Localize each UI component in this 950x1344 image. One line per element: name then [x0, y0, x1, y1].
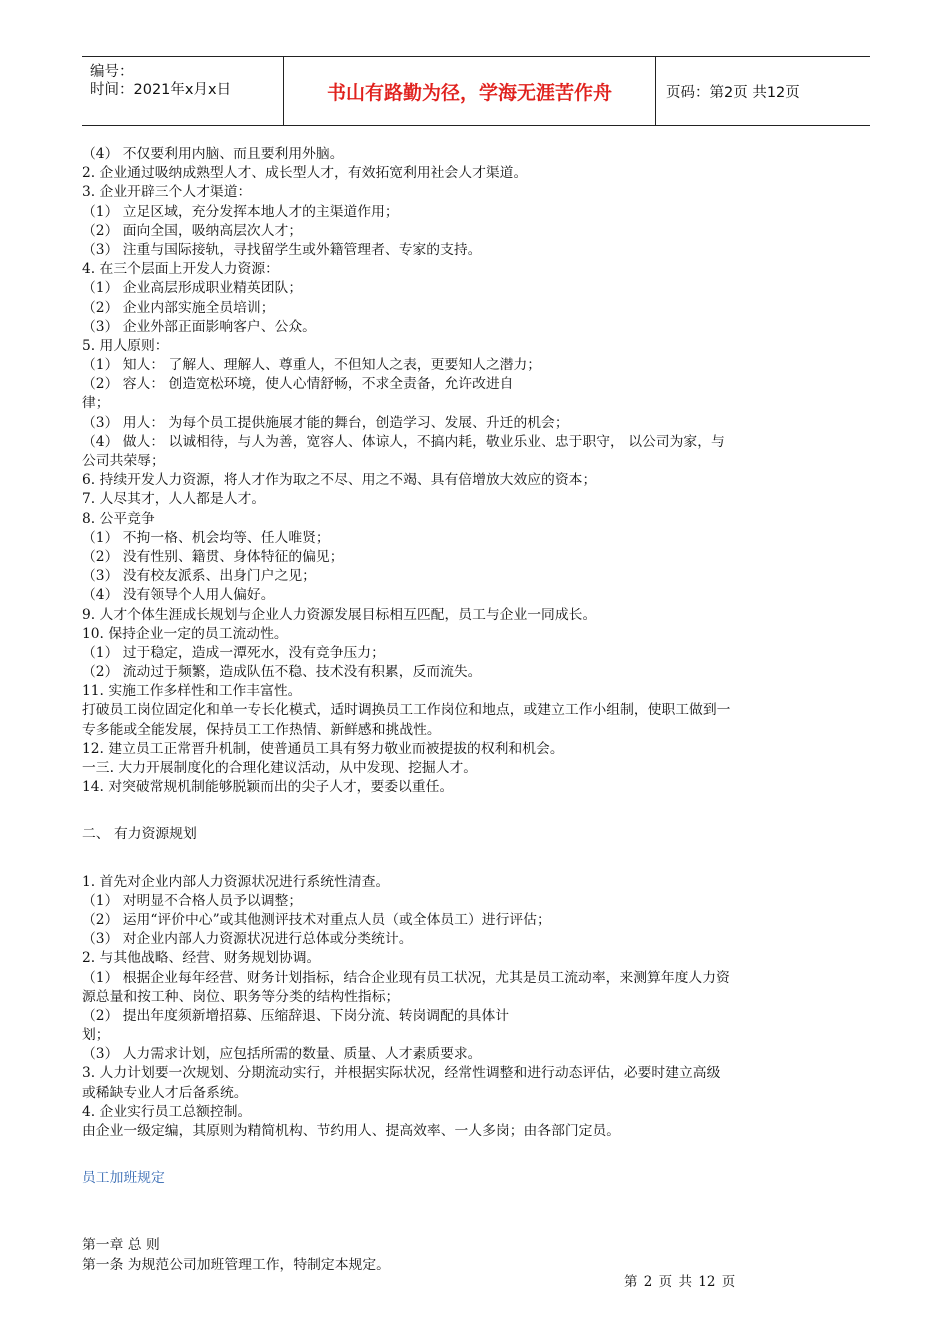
- body-line: 4. 在三个层面上开发人力资源：: [82, 261, 279, 278]
- body-line: （3） 人力需求计划，应包括所需的数量、质量、人才素质要求。: [82, 1046, 482, 1063]
- body-line: （1） 根据企业每年经营、财务计划指标，结合企业现有员工状况，尤其是员工流动率，来测算年度人力资: [82, 969, 730, 986]
- page-footer: 第 2 页 共 12 页: [624, 1274, 736, 1290]
- body-line: （2） 容人： 创造宽松环境，使人心情舒畅，不求全责备，允许改进自: [82, 376, 514, 393]
- body-line: 3. 企业开辟三个人才渠道：: [82, 184, 252, 201]
- body-line: （1） 对明显不合格人员予以调整；: [82, 892, 303, 909]
- body-line: （3） 对企业内部人力资源状况进行总体或分类统计。: [82, 931, 413, 948]
- body-line: 公司共荣辱；: [82, 453, 165, 469]
- body-line: 4. 企业实行员工总额控制。: [82, 1103, 252, 1120]
- body-line: （1） 过于稳定，造成一潭死水，没有竞争压力；: [82, 644, 385, 661]
- body-line: （2） 流动过于频繁，造成队伍不稳、技术没有积累，反而流失。: [82, 664, 482, 681]
- document-number-label: 编号：: [90, 64, 134, 80]
- hr-planning-section: [82, 873, 872, 1142]
- body-line: （4） 没有领导个人用人偏好。: [82, 587, 275, 604]
- header-meta: [82, 57, 283, 125]
- body-line: 7. 人尽其才，人人都是人才。: [82, 491, 266, 508]
- body-line: （4） 做人： 以诚相待，与人为善，宽容人、体谅人，不搞内耗，敬业乐业、忠于职守， 以公司为家，与: [82, 433, 725, 450]
- body-line: 12. 建立员工正常晋升机制，使普通员工具有努力敬业而被提拔的权利和机会。: [82, 740, 564, 757]
- body-line: 2. 企业通过吸纳成熟型人才、成长型人才，有效拓宽利用社会人才渠道。: [82, 165, 528, 182]
- overtime-rules-link[interactable]: 员工加班规定: [82, 1170, 165, 1187]
- body-line: （1） 企业高层形成职业精英团队；: [82, 280, 303, 297]
- body-line: 或稀缺专业人才后备系统。: [82, 1084, 248, 1101]
- talent-principles-section: [82, 145, 872, 797]
- body-line: （3） 注重与国际接轨，寻找留学生或外籍管理者、专家的支持。: [82, 241, 482, 258]
- body-line: （4） 不仅要利用内脑、而且要利用外脑。: [82, 146, 344, 162]
- document-body: [82, 145, 872, 1275]
- body-line: 3. 人力计划要一次规划、分期流动实行，并根据实际状况，经常性调整和进行动态评估，必要时建立高级: [82, 1065, 721, 1082]
- body-line: 划；: [82, 1027, 110, 1044]
- overtime-chapter-section: [82, 1236, 872, 1274]
- body-line: （1） 不拘一格、机会均等、任人唯贤；: [82, 529, 330, 546]
- body-line: 14. 对突破常规机制能够脱颖而出的尖子人才，要委以重任。: [82, 779, 454, 796]
- document-time-label: 时间：2021年x月x日: [90, 82, 232, 98]
- body-line: 8. 公平竞争: [82, 510, 155, 527]
- body-line: 一三. 大力开展制度化的合理化建议活动，从中发现、挖掘人才。: [82, 760, 478, 776]
- body-line: 10. 保持企业一定的员工流动性。: [82, 625, 288, 642]
- section-heading: 二、 有力资源规划: [82, 826, 197, 843]
- body-line: 打破员工岗位固定化和单一专长化模式，适时调换员工工作岗位和地点，或建立工作小组制，使职工做到一: [82, 702, 731, 719]
- chapter-heading: 第一章 总 则: [82, 1237, 160, 1254]
- body-line: 2. 与其他战略、经营、财务规划协调。: [82, 950, 321, 967]
- body-line: 由企业一级定编，其原则为精简机构、节约用人、提高效率、一人多岗；由各部门定员。: [82, 1123, 621, 1139]
- header-page-info: 页码：第2页 共12页: [666, 84, 800, 101]
- body-line: （2） 没有性别、籍贯、身体特征的偏见；: [82, 548, 344, 565]
- body-line: 律；: [82, 395, 110, 412]
- body-line: （2） 运用“评价中心”或其他测评技术对重点人员（或全体员工）进行评估；: [82, 911, 551, 928]
- body-line: （3） 没有校友派系、出身门户之见；: [82, 568, 316, 585]
- body-line: 1. 首先对企业内部人力资源状况进行系统性清查。: [82, 873, 390, 890]
- body-line: 11. 实施工作多样性和工作丰富性。: [82, 683, 302, 700]
- body-line: 专多能或全能发展，保持员工工作热情、新鲜感和挑战性。: [82, 721, 441, 738]
- body-line: （1） 知人： 了解人、理解人、尊重人，不但知人之表，更要知人之潜力；: [82, 357, 542, 374]
- body-line: （2） 面向全国，吸纳高层次人才；: [82, 222, 303, 239]
- body-line: （2） 提出年度须新增招募、压缩辞退、下岗分流、转岗调配的具体计: [82, 1007, 510, 1024]
- body-line: 9. 人才个体生涯成长规划与企业人力资源发展目标相互匹配，员工与企业一同成长。: [82, 606, 597, 623]
- body-line: 6. 持续开发人力资源，将人才作为取之不尽、用之不竭、具有倍增放大效应的资本；: [82, 472, 597, 489]
- header-motto: 书山有路勤为径，学海无涯苦作舟: [283, 57, 656, 125]
- body-line: 源总量和按工种、岗位、职务等分类的结构性指标；: [82, 988, 400, 1005]
- body-line: （2） 企业内部实施全员培训；: [82, 299, 275, 316]
- body-line: 第一条 为规范公司加班管理工作，特制定本规定。: [82, 1256, 390, 1273]
- body-line: （3） 企业外部正面影响客户、公众。: [82, 318, 316, 335]
- page-header: [82, 56, 870, 126]
- body-line: （1） 立足区域，充分发挥本地人才的主渠道作用；: [82, 203, 399, 220]
- body-line: 5. 用人原则：: [82, 337, 169, 354]
- body-line: （3） 用人： 为每个员工提供施展才能的舞台，创造学习、发展、升迁的机会；: [82, 414, 569, 431]
